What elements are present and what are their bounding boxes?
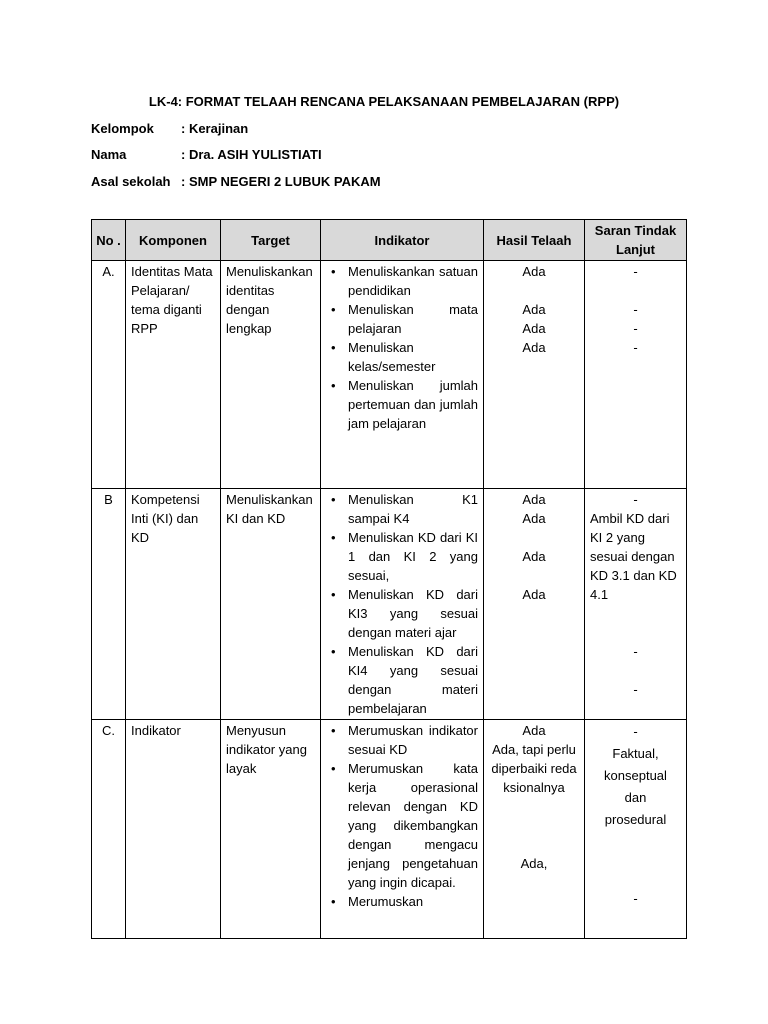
row-no: C. xyxy=(92,720,126,939)
indikator-item: • Merumuskan kata kerja operasional relevan dengan KD yang dikembangkan dengan mengacu jenjang pengetahuan yang ingin dicapai. xyxy=(326,759,478,892)
telaah-table xyxy=(91,219,687,939)
info-kelompok xyxy=(91,121,248,136)
row-hasil-telaah xyxy=(484,720,585,939)
saran-item: - xyxy=(633,891,638,906)
header-komponen: Komponen xyxy=(126,220,221,261)
row-no: A. xyxy=(92,261,126,489)
indikator-item: • Menuliskan jumlah pertemuan dan jumlah jam pelajaran xyxy=(326,376,478,433)
header-no: No . xyxy=(92,220,126,261)
indikator-item: • Menuliskan KD dari KI 1 dan KI 2 yang sesuai, xyxy=(326,528,478,585)
saran-item: - xyxy=(633,302,638,317)
asal-sekolah-value: : SMP NEGERI 2 LUBUK PAKAM xyxy=(181,174,381,189)
hasil-item: Ada xyxy=(522,492,546,507)
indikator-item: • Menuliskan K1 sampai K4 xyxy=(326,490,478,528)
hasil-item: Ada xyxy=(522,723,546,738)
saran-item: Faktual, konseptual dan prosedural xyxy=(604,746,667,827)
indikator-item: • Menuliskankan satuan pendidikan xyxy=(326,262,478,300)
row-target: Menuliskankan KI dan KD xyxy=(221,489,321,720)
header-indikator: Indikator xyxy=(321,220,484,261)
hasil-item: Ada xyxy=(522,549,546,564)
saran-item: - xyxy=(633,321,638,336)
hasil-item: Ada xyxy=(522,511,546,526)
row-komponen: Indikator xyxy=(126,720,221,939)
header-hasil-telaah: Hasil Telaah xyxy=(484,220,585,261)
row-hasil-telaah xyxy=(484,489,585,720)
document-title: LK-4: FORMAT TELAAH RENCANA PELAKSANAAN PEMBELAJARAN (RPP) xyxy=(148,94,620,109)
saran-item xyxy=(590,281,681,300)
row-indikator xyxy=(321,720,484,939)
asal-sekolah-label: Asal sekolah xyxy=(91,174,171,189)
kelompok-value: : Kerajinan xyxy=(181,121,249,136)
nama-value: : Dra. ASIH YULISTIATI xyxy=(181,147,322,162)
row-hasil-telaah xyxy=(484,261,585,489)
row-target: Menuliskankan identitas dengan lengkap xyxy=(221,261,321,489)
hasil-item: Ada xyxy=(522,340,546,355)
hasil-item xyxy=(489,566,579,585)
row-no: B xyxy=(92,489,126,720)
table-row xyxy=(92,720,687,939)
saran-item: - xyxy=(633,492,638,507)
indikator-item: • Merumuskan xyxy=(326,892,478,911)
row-saran xyxy=(585,261,687,489)
row-komponen: Identitas Mata Pelajaran/ tema diganti RPP xyxy=(126,261,221,489)
indikator-item: • Merumuskan indikator sesuai KD xyxy=(326,721,478,759)
row-saran xyxy=(585,720,687,939)
table-row xyxy=(92,489,687,720)
row-target: Menyusun indikator yang layak xyxy=(221,720,321,939)
hasil-item: Ada, tapi perlu diperbaiki redaksionalnya xyxy=(491,742,577,795)
row-saran xyxy=(585,489,687,720)
saran-item: - xyxy=(633,644,638,659)
indikator-item: • Menuliskan mata pelajaran xyxy=(326,300,478,338)
saran-item: Ambil KD dari KI 2 yang sesuai dengan KD 3.1 dan KD 4.1 xyxy=(590,511,677,602)
saran-item: - xyxy=(633,264,638,279)
saran-item: - xyxy=(633,340,638,355)
header-target: Target xyxy=(221,220,321,261)
header-saran-tindak-lanjut: Saran Tindak Lanjut xyxy=(585,220,687,261)
saran-item: - xyxy=(633,682,638,697)
indikator-item: • Menuliskan KD dari KI4 yang sesuai dengan materi pembelajaran xyxy=(326,642,478,718)
info-nama xyxy=(91,147,322,162)
kelompok-label: Kelompok xyxy=(91,121,154,136)
indikator-item: • Menuliskan kelas/semester xyxy=(326,338,478,376)
hasil-item xyxy=(489,528,579,547)
row-indikator xyxy=(321,489,484,720)
nama-label: Nama xyxy=(91,147,127,162)
table-row xyxy=(92,261,687,489)
table-header-row xyxy=(92,220,687,261)
indikator-item: • Menuliskan KD dari KI3 yang sesuai dengan materi ajar xyxy=(326,585,478,642)
row-komponen: Kompetensi Inti (KI) dan KD xyxy=(126,489,221,720)
row-indikator xyxy=(321,261,484,489)
hasil-item: Ada xyxy=(522,302,546,317)
hasil-item: Ada xyxy=(522,321,546,336)
info-asal-sekolah xyxy=(91,174,381,189)
saran-item: - xyxy=(633,724,638,739)
hasil-item: Ada xyxy=(522,587,546,602)
hasil-item xyxy=(489,281,579,300)
hasil-item: Ada, xyxy=(520,856,548,871)
hasil-item: Ada xyxy=(522,264,546,279)
